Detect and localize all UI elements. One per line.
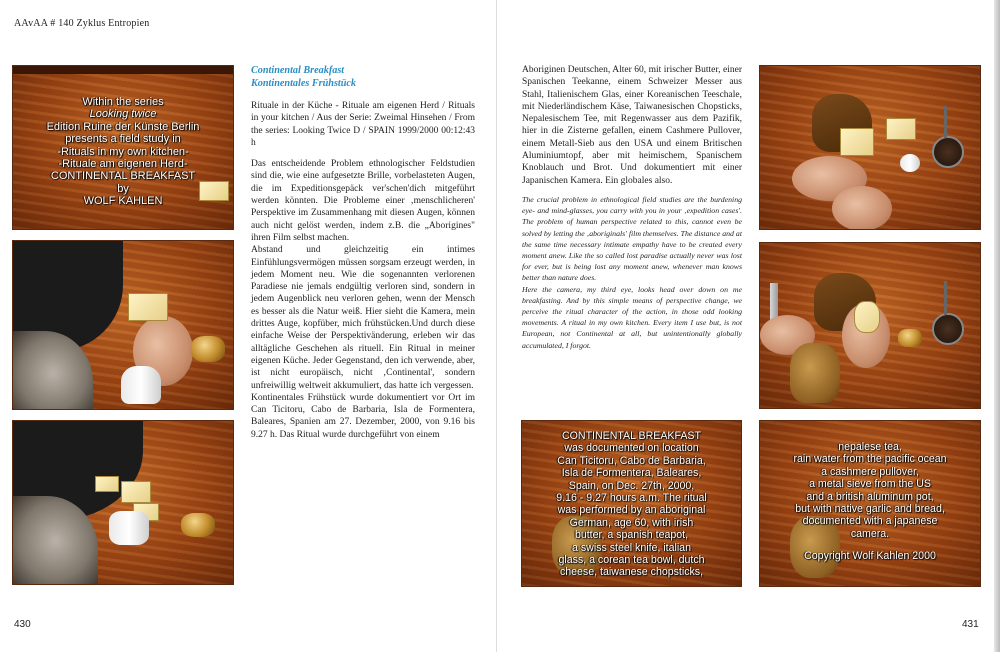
- caption-line: a cashmere pullover,: [821, 465, 919, 478]
- title-german: Kontinentales Frühstück: [251, 78, 357, 89]
- caption-line: WOLF KAHLEN: [83, 195, 163, 208]
- video-frame-title-card: [12, 65, 234, 230]
- caption-line: camera.: [850, 527, 890, 540]
- article-title: [251, 64, 356, 90]
- video-frame-breakfast-3: [12, 420, 234, 585]
- english-text-column: [522, 194, 742, 351]
- video-frame-breakfast-5: [759, 242, 981, 409]
- sieve-handle: [944, 106, 947, 138]
- teapot: [191, 336, 225, 362]
- german-text-column-1: [251, 100, 475, 441]
- frame-caption: [522, 430, 741, 579]
- tea-cup: [121, 366, 161, 404]
- caption-line: -Rituale am eigenen Herd-: [58, 158, 188, 171]
- frame-caption: [760, 441, 980, 563]
- caption-line: but with native garlic and bread,: [795, 503, 945, 516]
- caption-line: Copyright Wolf Kahlen 2000: [804, 550, 936, 563]
- body-paragraph: Kontinentales Frühstück wurde dokumentiert vor Ort im Can Ticitoru, Cabo de Barbaria, Isla de Formentera, Baleares, Spanien am 27. Dezember, 2000, von 9.16 bis 9.27 h. Das Ritual wurde durchgeführt von einem: [251, 392, 475, 440]
- caption-line: Within the series: [82, 96, 164, 108]
- caption-line: Edition Ruine der Künste Berlin: [46, 120, 200, 133]
- video-frame-credits-card: [759, 420, 981, 587]
- caption-line: -Rituals in my own kitchen-: [57, 145, 189, 158]
- page-edge: [994, 0, 1000, 652]
- caption-line: CONTINENTAL BREAKFAST: [562, 430, 701, 442]
- english-paragraph: The crucial problem in ethnological field studies are the burdening eye- and mind-glasses, you carry with you in your ‚expedition cases'. The problem of human perspective related to this, cannot even be solved by letting the ‚aboriginals' film themselves. The distance and at the same time necessary intimate empathy have to be created every moment anew. Like the so called lost paradise actually never was lost for ever, but is being lost any moment anew, whenever man knows better than nature does.: [522, 195, 742, 283]
- page-number-left: 430: [14, 619, 31, 630]
- caption-line: and a british aluminum pot,: [806, 490, 934, 503]
- caption-line: Looking twice: [89, 108, 157, 121]
- cheese-block: [95, 476, 119, 492]
- credits-paragraph: Rituale in der Küche - Rituale am eigenen Herd / Rituals in your kitchen / Aus der Serie: Zweimal Hinsehen / From the series: Looking Twice D / SPAIN 1999/2000 00:12:43 h: [251, 101, 475, 148]
- page-gutter: [496, 0, 497, 652]
- bread-slice: [854, 301, 880, 333]
- german-text-column-2: [522, 64, 742, 187]
- caption-line: [760, 540, 980, 550]
- hand: [832, 186, 892, 230]
- tea-cup: [109, 511, 149, 545]
- caption-line: glass, a corean tea bowl, dutch: [558, 554, 705, 567]
- caption-line: cheese, taiwanese chopsticks,: [559, 566, 704, 579]
- video-frame-breakfast-2: [12, 240, 234, 410]
- teapot: [181, 513, 215, 537]
- caption-line: nepalese tea,: [838, 441, 902, 453]
- caption-line: a metal sieve from the US: [809, 478, 931, 491]
- caption-line: CONTINENTAL BREAKFAST: [50, 170, 196, 183]
- caption-line: documented with a japanese: [802, 515, 938, 528]
- cheese-block: [121, 481, 151, 503]
- cheese-block: [840, 128, 874, 156]
- caption-line: presents a field study in: [65, 133, 181, 146]
- video-frame-location-card: [521, 420, 742, 587]
- caption-line: was performed by an aboriginal: [557, 504, 706, 517]
- caption-line: German, age 60, with irish: [569, 516, 694, 529]
- body-paragraph: Das entscheidende Problem ethnologischer Feldstudien sind die, wie eine aufgesetzte Brille, vorbelasteten Augen, die im Expeditionsgepäck ver'schen'dich mitgeführt werden könnten. Die Probleme einer ‚menschlicheren' Perspektive im Zusammenhang mit diesen Augen, können auch nicht gelöst werden, indem z.B. die „Aborigines" ihren Film selbst machen.: [251, 159, 475, 243]
- cheese-block: [128, 293, 168, 321]
- cheese-block: [886, 118, 916, 140]
- english-paragraph: Here the camera, my third eye, looks head over down on me breakfasting. And by this simple means of perspective change, we perceive the ritual character of the action, in those odd looking movements. A ritual in my own kitchen. Every item I use but, is not European, not Continental at all, but unintentionally globally accumulated, I forgot.: [522, 284, 742, 350]
- caption-line: 9.16 - 9.27 hours a.m. The ritual: [556, 492, 707, 505]
- caption-line: was documented on location: [564, 442, 699, 455]
- body-paragraph: Aboriginen Deutschen, Alter 60, mit irischer Butter, einer Spanischen Teekanne, einem Schweizer Messer aus Stahl, Italienischem Glas, einer Koreanischen Teeschale, mit Niederländischem Käse, Taiwanesischen Chopsticks, Nepalesischem Tee, mit Regenwasser aus dem Pazifik, hier in die Zisterne gefallen, einem Cashmere Pullover, einem Metall-Sieb aus den USA und einem Britischen Aluminiumtopf, aber mit heimischem, Spanischem Knoblauch und Brot. Und dokumentiert mit einer Japanischen Kamera. Ein globales also.: [522, 65, 742, 186]
- body-paragraph: Abstand und gleichzeitig ein intimes Einfühlungsvermögen müssen sorgsam erzeugt werden, in jedem Moment neu. Wie die sogenannten verlorenen Paradiese nie jemals endgültig verloren sind, sondern in jedem Augenblick neu verloren gehen, wenn der Mensch es besser als die Natur weiß. Hier sieht die Kamera, mein drittes Auge, kopfüber, mich frühstücken.Und durch diese einfache Weise der Perspektivänderung, erleben wir das alltägliche Geschehen als rituell. Ein Ritual in meiner eigenen Küche. Jeder Gegenstand, den ich verwende, aber, ist nicht europäisch, nicht ‚Continental', sondern unfreiwillig weltweit akkumuliert, das hatte ich vergessen.: [251, 245, 475, 391]
- sieve-handle: [944, 281, 947, 315]
- caption-line: Spain, on Dec. 27th, 2000,: [568, 479, 695, 492]
- metal-sieve: [932, 313, 964, 345]
- caption-line: Can Ticitoru, Cabo de Barbaria,: [557, 454, 706, 467]
- frame-caption: [13, 96, 233, 208]
- caption-line: Isla de Formentera, Baleares,: [561, 467, 702, 480]
- caption-line: by: [117, 182, 129, 195]
- video-frame-breakfast-4: [759, 65, 981, 230]
- page-number-right: 431: [962, 619, 979, 630]
- caption-line: a swiss steel knife, italian: [572, 541, 691, 554]
- teapot: [898, 329, 922, 347]
- caption-line: rain water from the pacific ocean: [793, 453, 947, 466]
- frame-border-dark: [13, 66, 233, 74]
- title-english: Continental Breakfast: [251, 65, 345, 76]
- caption-line: butter, a spanish teapot,: [574, 529, 689, 542]
- running-head: AAvAA # 140 Zyklus Entropien: [14, 18, 150, 29]
- tea-cup: [900, 154, 920, 172]
- ceramic-jug: [790, 343, 840, 403]
- metal-sieve: [932, 136, 964, 168]
